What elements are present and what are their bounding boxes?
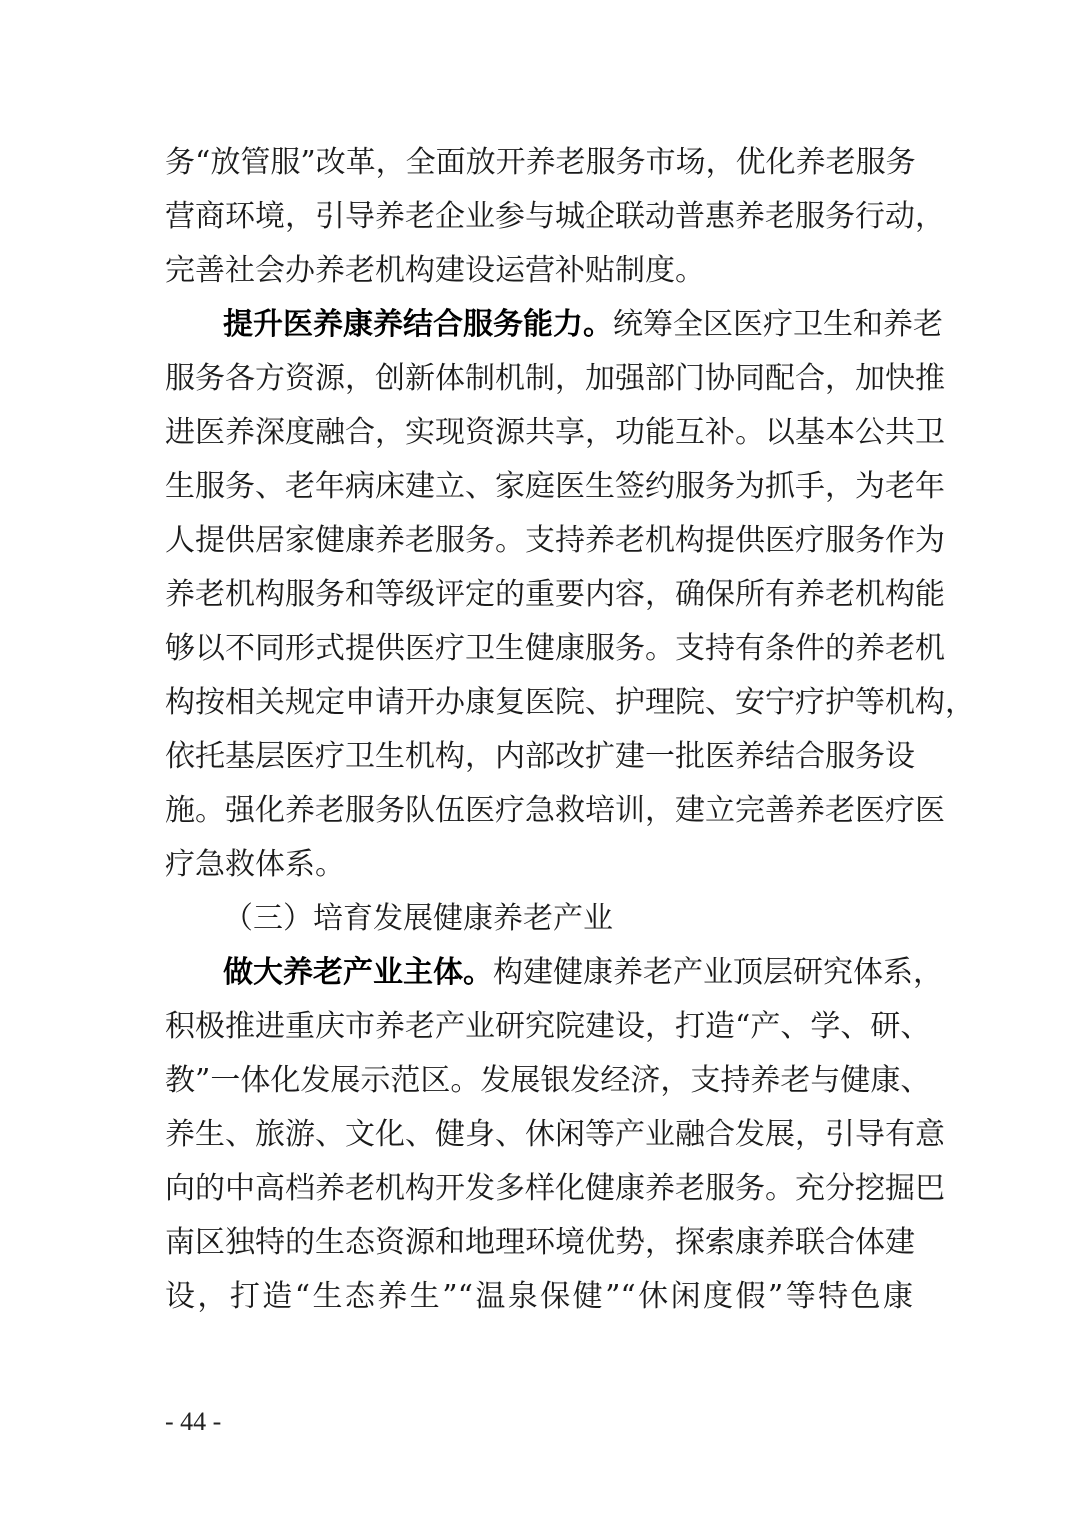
paragraph-lead-heading: 做大养老产业主体。	[223, 955, 493, 990]
text-line: 生服务、老年病床建立、家庭医生签约服务为抓手，为老年	[165, 469, 945, 504]
body-text	[165, 136, 975, 1324]
text-line: 疗急救体系。	[165, 847, 345, 882]
text-line: 养老机构服务和等级评定的重要内容，确保所有养老机构能	[165, 577, 945, 612]
text-line: 进医养深度融合，实现资源共享，功能互补。以基本公共卫	[165, 415, 945, 450]
text-line: 服务各方资源，创新体制机制，加强部门协同配合，加快推	[165, 361, 945, 396]
section-heading: （三）培育发展健康养老产业	[223, 901, 613, 936]
text-line: 依托基层医疗卫生机构，内部改扩建一批医养结合服务设	[165, 739, 915, 774]
text-line: 积极推进重庆市养老产业研究院建设，打造“产、学、研、	[165, 1009, 931, 1044]
paragraph-first-line-text: 构建健康养老产业顶层研究体系，	[493, 955, 943, 990]
text-line: 向的中高档养老机构开发多样化健康养老服务。充分挖掘巴	[165, 1171, 945, 1206]
text-line: 设，打造“生态养生”“温泉保健”“休闲度假”等特色康	[165, 1279, 913, 1314]
paragraph-lead-heading: 提升医养康养结合服务能力。	[223, 307, 613, 342]
text-line: 养生、旅游、文化、健身、休闲等产业融合发展，引导有意	[165, 1117, 945, 1152]
text-line: 够以不同形式提供医疗卫生健康服务。支持有条件的养老机	[165, 631, 945, 666]
text-line: 施。强化养老服务队伍医疗急救培训，建立完善养老医疗医	[165, 793, 945, 828]
paragraph-first-line	[165, 946, 943, 1000]
text-line: 务“放管服”改革，全面放开养老服务市场，优化养老服务	[165, 145, 916, 180]
page-number: - 44 -	[165, 1407, 222, 1436]
text-line: 构按相关规定申请开办康复医院、护理院、安宁疗护等机构，	[165, 685, 975, 720]
text-line: 教”一体化发展示范区。发展银发经济，支持养老与健康、	[165, 1063, 931, 1098]
text-line: 人提供居家健康养老服务。支持养老机构提供医疗服务作为	[165, 523, 945, 558]
text-line: 完善社会办养老机构建设运营补贴制度。	[165, 253, 705, 288]
paragraph-first-line-text: 统筹全区医疗卫生和养老	[613, 307, 943, 342]
text-line: 南区独特的生态资源和地理环境优势，探索康养联合体建	[165, 1225, 915, 1260]
text-line: 营商环境，引导养老企业参与城企联动普惠养老服务行动，	[165, 199, 945, 234]
paragraph-first-line	[165, 298, 943, 352]
